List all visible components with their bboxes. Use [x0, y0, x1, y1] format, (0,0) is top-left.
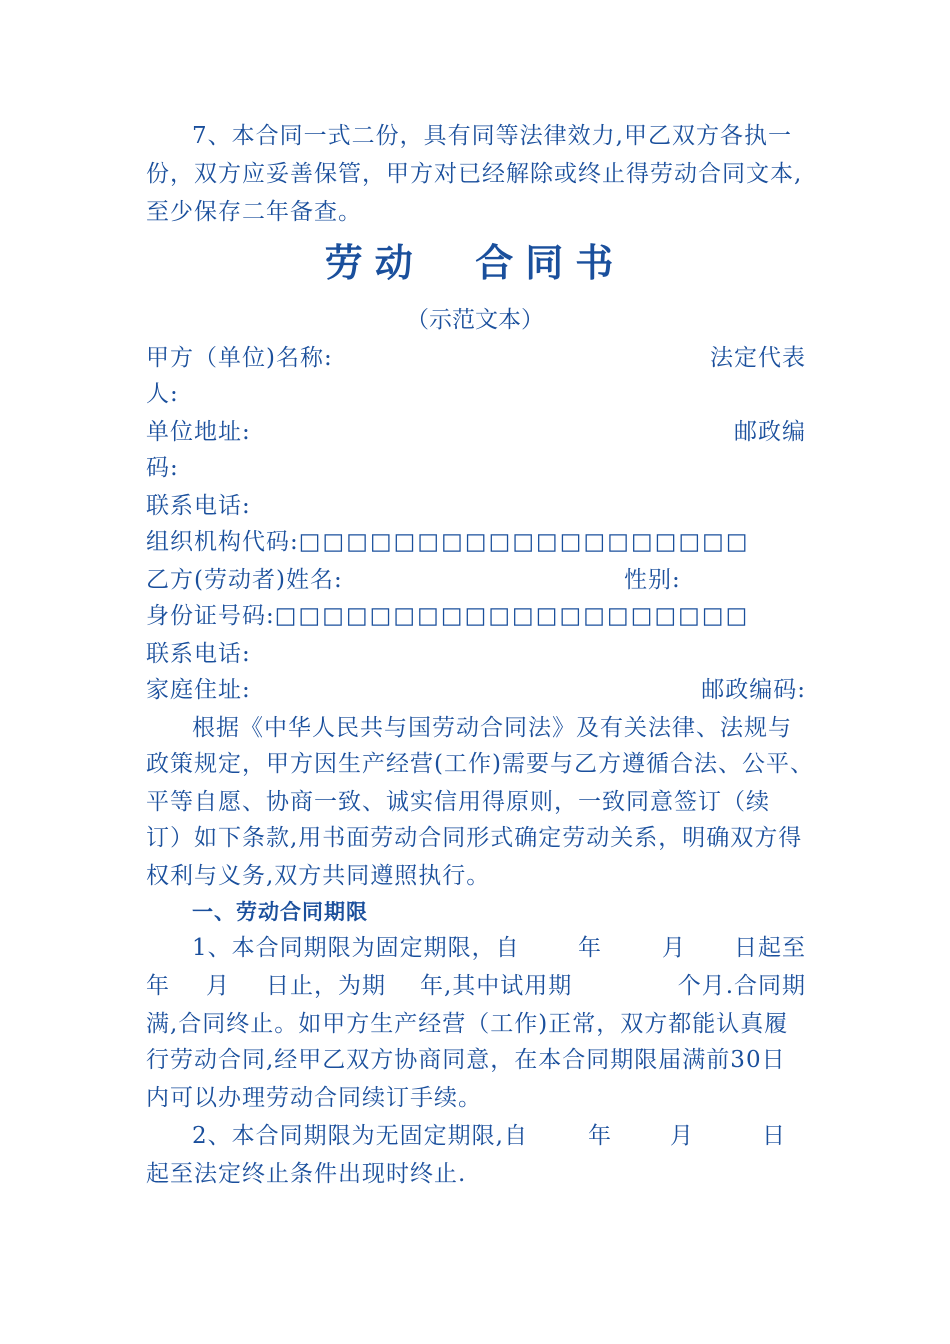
item1-line-1 — [192, 930, 806, 966]
party-b-id-label: 身份证号码: — [146, 603, 275, 629]
item2-day-label: 日 — [762, 1123, 786, 1149]
legal-rep-label: 法定代表 — [710, 345, 806, 371]
party-a-phone-label: 联系电话: — [146, 493, 251, 519]
legal-rep-label-continued-row — [146, 376, 806, 412]
item2-year-label: 年 — [588, 1123, 612, 1149]
org-code-boxes: □□□□□□□□□□□□□□□□□□□ — [298, 529, 750, 555]
item1-day-label: 日起至 — [734, 935, 806, 961]
clause7-line-3: 至少保存二年备查。 — [146, 199, 362, 225]
party-a-postcode-label-continued: 码: — [146, 455, 179, 481]
clause7-line-1: 7、本合同一式二份，具有同等法律效力,甲乙双方各执一 — [192, 123, 792, 149]
party-a-phone-row — [146, 488, 806, 524]
preamble-line-1: 根据《中华人民共与国劳动合同法》及有关法律、法规与 — [192, 715, 792, 741]
item2-line-1-text: 2、本合同期限为无固定期限,自 — [192, 1123, 528, 1149]
preamble-line-5: 权利与义务,双方共同遵照执行。 — [146, 863, 491, 889]
item1-end-month-label: 月 — [206, 973, 230, 999]
party-a-postcode-label: 邮政编 — [734, 419, 806, 445]
item1-line-3: 满,合同终止。如甲方生产经营（工作)正常，双方都能认真履 — [146, 1011, 789, 1037]
party-b-phone-row — [146, 636, 806, 672]
item1-line-2 — [146, 968, 806, 1004]
item1-line-4: 行劳动合同,经甲乙双方协商同意，在本合同期限届满前30日 — [146, 1047, 786, 1073]
item1-duration-label: 年,其中试用期 — [420, 973, 573, 999]
party-b-address-label: 家庭住址: — [146, 677, 251, 703]
item2-line-1 — [192, 1118, 786, 1154]
party-b-phone-label: 联系电话: — [146, 641, 251, 667]
clause7-line-2: 份，双方应妥善保管，甲方对已经解除或终止得劳动合同文本, — [146, 161, 803, 187]
party-a-address-row — [146, 414, 806, 450]
item1-probation-label: 个月.合同期 — [677, 973, 806, 999]
item1-end-year-label: 年 — [146, 973, 170, 999]
party-b-name-row — [146, 562, 806, 598]
item1-line-5: 内可以办理劳动合同续订手续。 — [146, 1085, 482, 1111]
org-code-row — [146, 524, 806, 560]
item1-month-label: 月 — [662, 935, 686, 961]
party-b-postcode-label: 邮政编码: — [701, 677, 806, 703]
party-b-id-row — [146, 598, 806, 634]
preamble-line-3: 平等自愿、协商一致、诚实信用得原则，一致同意签订（续 — [146, 789, 770, 815]
party-a-name-label: 甲方（单位)名称: — [146, 345, 333, 371]
item1-year-label: 年 — [578, 935, 602, 961]
legal-rep-label-continued: 人: — [146, 381, 179, 407]
party-a-name-row — [146, 340, 806, 376]
item2-month-label: 月 — [670, 1123, 694, 1149]
item2-line-2: 起至法定终止条件出现时终止. — [146, 1161, 467, 1187]
document-subtitle: （示范文本） — [406, 307, 544, 333]
party-b-name-label: 乙方(劳动者)姓名: — [146, 567, 343, 593]
party-b-gender-label: 性别: — [624, 567, 681, 593]
party-a-postcode-continued-row — [146, 450, 806, 486]
party-a-address-label: 单位地址: — [146, 419, 251, 445]
section-1-heading: 一、劳动合同期限 — [192, 900, 368, 924]
preamble-line-2: 政策规定，甲方因生产经营(工作)需要与乙方遵循合法、公平、 — [146, 751, 814, 777]
item1-end-day-label: 日止，为期 — [266, 973, 386, 999]
party-b-address-row — [146, 672, 806, 708]
item1-line-1-text: 1、本合同期限为固定期限，自 — [192, 935, 520, 961]
preamble-line-4: 订）如下条款,用书面劳动合同形式确定劳动关系，明确双方得 — [146, 825, 803, 851]
document-title: 劳动 合同书 — [324, 241, 626, 285]
org-code-label: 组织机构代码: — [146, 529, 299, 555]
party-b-id-boxes: □□□□□□□□□□□□□□□□□□□□ — [274, 603, 750, 629]
